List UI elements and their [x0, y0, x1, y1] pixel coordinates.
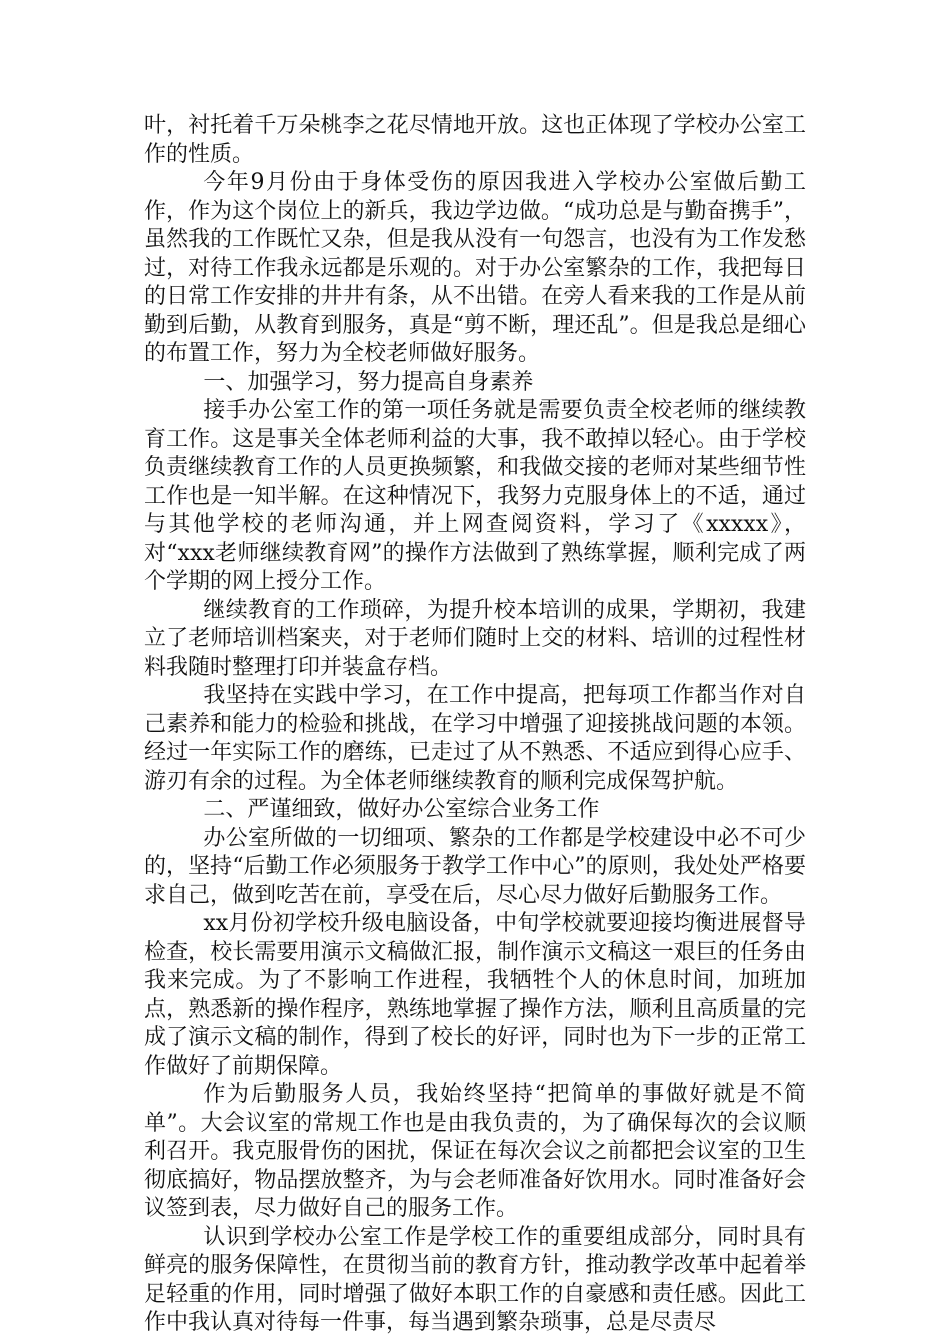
paragraph-new-role: 今年9月份由于身体受伤的原因我进入学校办公室做后勤工作，作为这个岗位上的新兵，我边学边做。“成功总是与勤奋携手”，虽然我的工作既忙又杂，但是我从没有一句怨言，也没有为工作发愁过，对待工作我永远都是乐观的。对于办公室繁杂的工作，我把每日的日常工作安排的井井有条，从不出错。在旁人看来我的工作是从前勤到后勤，从教育到服务，真是“剪不断，理还乱”。但是我总是细心的布置工作，努力为全校老师做好服务。: [144, 170, 806, 366]
paragraph-continuing-education: 接手办公室工作的第一项任务就是需要负责全校老师的继续教育工作。这是事关全体老师利益的大事，我不敢掉以轻心。由于学校负责继续教育工作的人员更换频繁，和我做交接的老师对某些细节性工作也是一知半解。在这种情况下，我努力克服身体上的不适，通过与其他学校的老师沟通，并上网查阅资料，学习了《xxxxx》，对“xxx老师继续教育网”的操作方法做到了熟练掌握，顺利完成了两个学期的网上授分工作。: [144, 398, 806, 594]
paragraph-responsibility: 认识到学校办公室工作是学校工作的重要组成部分，同时具有鲜亮的服务保障性，在贯彻当前的教育方针，推动教学改革中起着举足轻重的作用，同时增强了做好本职工作的自豪感和责任感。因此工作中我认真对待每一件事，每当遇到繁杂琐事，总是尽责尽: [144, 1224, 806, 1335]
document-body: [144, 112, 806, 1338]
paragraph-office-work: 办公室所做的一切细项、繁杂的工作都是学校建设中必不可少的，坚持“后勤工作必须服务于教学工作中心”的原则，我处处严格要求自己，做到吃苦在前，享受在后，尽心尽力做好后勤服务工作。: [144, 825, 806, 908]
paragraph-training-archive: 继续教育的工作琐碎，为提升校本培训的成果，学期初，我建立了老师培训档案夹，对于老师们随时上交的材料、培训的过程性材料我随时整理打印并装盒存档。: [144, 597, 806, 680]
paragraph-continuation: 叶，衬托着千万朵桃李之花尽情地开放。这也正体现了学校办公室工作的性质。: [144, 113, 806, 167]
section-heading-2: 二、严谨细致，做好办公室综合业务工作: [203, 797, 600, 822]
paragraph-presentation: xx月份初学校升级电脑设备，中旬学校就要迎接均衡进展督导检查，校长需要用演示文稿做汇报，制作演示文稿这一艰巨的任务由我来完成。为了不影响工作进程，我牺牲个人的休息时间，加班加点，熟悉新的操作程序，熟练地掌握了操作方法，顺利且高质量的完成了演示文稿的制作，得到了校长的好评，同时也为下一步的正常工作做好了前期保障。: [144, 911, 806, 1079]
paragraph-meeting-room: 作为后勤服务人员，我始终坚持“把简单的事做好就是不简单”。大会议室的常规工作也是由我负责的，为了确保每次的会议顺利召开。我克服骨伤的困扰，保证在每次会议之前都把会议室的卫生彻底搞好，物品摆放整齐，为与会老师准备好饮用水。同时准备好会议签到表，尽力做好自己的服务工作。: [144, 1082, 806, 1221]
paragraph-practice-learning: 我坚持在实践中学习，在工作中提高，把每项工作都当作对自己素养和能力的检验和挑战，在学习中增强了迎接挑战问题的本领。经过一年实际工作的磨练，已走过了从不熟悉、不适应到得心应手、游刃有余的过程。为全体老师继续教育的顺利完成保驾护航。: [144, 683, 806, 794]
section-heading-1: 一、加强学习，努力提高自身素养: [203, 369, 534, 395]
